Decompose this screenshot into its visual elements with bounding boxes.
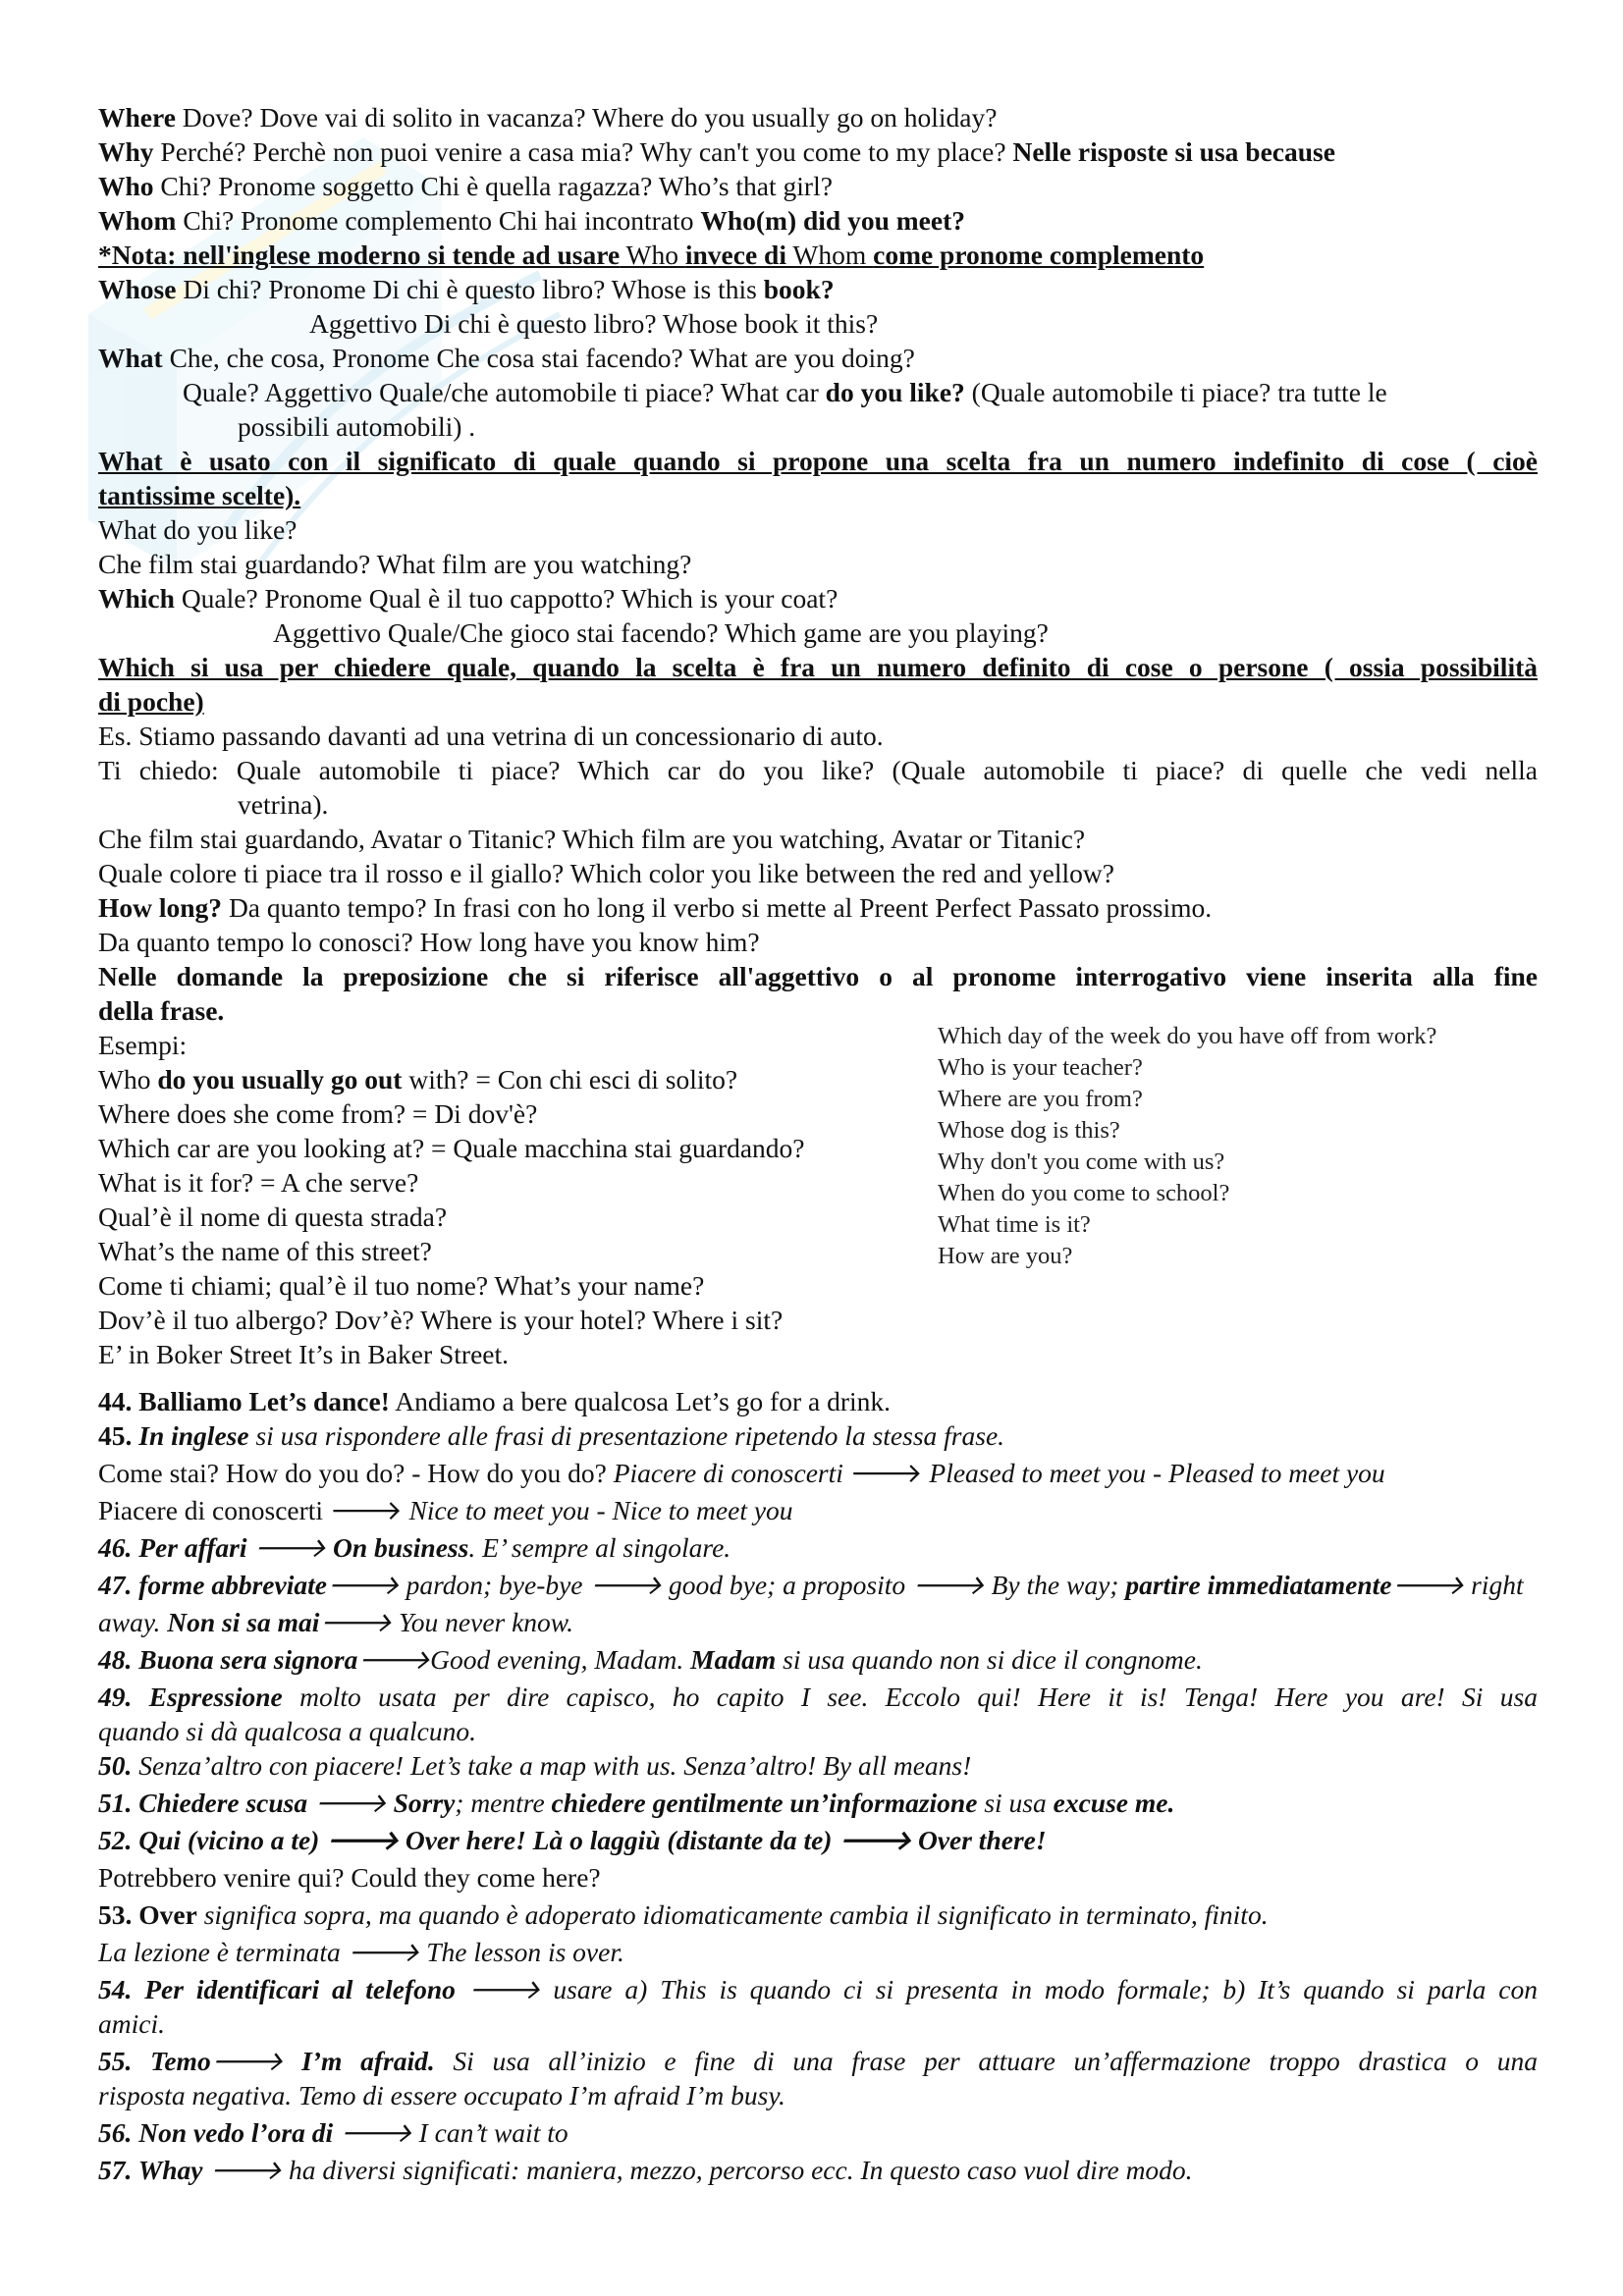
arrow-right-icon: 🡒 — [467, 1974, 541, 2004]
what-adjective-line: Quale? Aggettivo Quale/che automobile ti piace? What car do you like? (Quale automobile ti piace? tra tutte le — [183, 377, 1387, 407]
example-2: Where does she come from? = Di dov'è? — [98, 1098, 538, 1129]
item-49-cont: quando si dà qualcosa a qualcuno. — [98, 1716, 476, 1746]
examples-label: Esempi: — [98, 1030, 188, 1060]
what-rule-line1: What è usato con il significato di quale quando si propone una scelta fra un numero indefinito di cose ( cioè — [98, 446, 1538, 476]
example-3: Which car are you looking at? = Quale macchina stai guardando? — [98, 1133, 805, 1163]
which-example-colore: Quale colore ti piace tra il rosso e il giallo? Which color you like between the red and yellow? — [98, 858, 1114, 888]
item-52-example: Potrebbero venire qui? Could they come here? — [98, 1862, 601, 1893]
howlong-line: How long? Da quanto tempo? In frasi con ho long il verbo si mette al Preent Perfect Passato prossimo. — [98, 892, 1213, 923]
arrow-right-icon: 🡒 — [839, 1825, 912, 1855]
example-9: E’ in Boker Street It’s in Baker Street. — [98, 1339, 509, 1369]
item-44: 44. Balliamo Let’s dance! Andiamo a bere qualcosa Let’s go for a drink. — [98, 1386, 891, 1416]
item-52: 52. Qui (vicino a te) 🡒 Over here! Là o laggiù (distante da te) 🡒 Over there! — [98, 1825, 1047, 1855]
arrow-right-icon: 🡒 — [849, 1458, 923, 1488]
example-7: Come ti chiami; qual’è il tuo nome? What’s your name? — [98, 1270, 705, 1301]
item-54: 54. Per identificari al telefono 🡒 usare a) This is quando ci si presenta in modo formale; b) It’s quando si parla con — [98, 1974, 1538, 2004]
arrow-right-icon: 🡒 — [912, 1570, 985, 1600]
what-rule-line2: tantissime scelte). — [98, 480, 301, 510]
item-51: 51. Chiedere scusa 🡒 Sorry; mentre chiedere gentilmente un’informazione si usa excuse me. — [98, 1788, 1175, 1818]
which-rule-line2: di poche) — [98, 686, 204, 717]
which-example-ti1: Ti chiedo: Quale automobile ti piace? Which car do you like? (Quale automobile ti piace? di quelle che vedi nella — [98, 755, 1538, 785]
side-example-2: Who is your teacher? — [938, 1054, 1143, 1081]
what-line: What Che, che cosa, Pronome Che cosa stai facendo? What are you doing? — [98, 343, 915, 373]
nota-line: *Nota: nell'inglese moderno si tende ad usare Who invece di Whom come pronome complemento — [98, 240, 1205, 270]
item-45-how-do-you-do: Come stai? How do you do? - How do you do? Piacere di conoscerti 🡒 Pleased to meet you - Pleased to meet you — [98, 1458, 1385, 1488]
side-example-6: When do you come to school? — [938, 1180, 1230, 1206]
item-46: 46. Per affari 🡒 On business. E’ sempre al singolare. — [98, 1532, 731, 1563]
what-example-1: What do you like? — [98, 514, 298, 545]
side-example-8: How are you? — [938, 1243, 1073, 1269]
arrow-right-icon: 🡒 — [326, 1825, 399, 1855]
arrow-right-icon: 🡒 — [357, 1644, 431, 1675]
item-53-example: La lezione è terminata 🡒 The lesson is over. — [98, 1937, 624, 1967]
what-adjective-cont: possibili automobili) . — [238, 411, 476, 442]
arrow-right-icon: 🡒 — [209, 2155, 283, 2185]
which-example-es: Es. Stiamo passando davanti ad una vetrina di un concessionario di auto. — [98, 721, 884, 751]
arrow-right-icon: 🡒 — [210, 2046, 284, 2076]
which-rule-line1: Which si usa per chiedere quale, quando la scelta è fra un numero definito di cose o persone ( ossia possibilità — [98, 652, 1538, 682]
item-45: 45. In inglese si usa rispondere alle frasi di presentazione ripetendo la stessa frase. — [98, 1420, 1005, 1451]
arrow-right-icon: 🡒 — [347, 1937, 420, 1967]
example-8: Dov’è il tuo albergo? Dov’è? Where is your hotel? Where i sit? — [98, 1305, 784, 1335]
item-56: 56. Non vedo l’ora di 🡒 I can’t wait to — [98, 2117, 568, 2148]
item-50: 50. Senza’altro con piacere! Let’s take a map with us. Senza’altro! By all means! — [98, 1750, 972, 1781]
whom-line: Whom Chi? Pronome complemento Chi hai incontrato Who(m) did you meet? — [98, 205, 965, 236]
arrow-right-icon: 🡒 — [339, 2117, 412, 2148]
item-55-cont: risposta negativa. Temo di essere occupato I’m afraid I’m busy. — [98, 2080, 785, 2110]
arrow-right-icon: 🡒 — [326, 1570, 400, 1600]
side-example-7: What time is it? — [938, 1211, 1091, 1238]
whose-adjective-line: Aggettivo Di chi è questo libro? Whose book it this? — [309, 308, 879, 339]
side-example-3: Where are you from? — [938, 1086, 1143, 1112]
example-6: What’s the name of this street? — [98, 1236, 432, 1266]
arrow-right-icon: 🡒 — [314, 1788, 387, 1818]
example-5: Qual’è il nome di questa strada? — [98, 1201, 448, 1232]
which-adjective-line: Aggettivo Quale/Che gioco stai facendo? Which game are you playing? — [273, 617, 1049, 648]
item-48: 48. Buona sera signora🡒Good evening, Madam. Madam si usa quando non si dice il congnome. — [98, 1644, 1203, 1675]
preposition-rule-line1: Nelle domande la preposizione che si riferisce all'aggettivo o al pronome interrogativo viene inserita alla fine — [98, 961, 1538, 991]
which-line: Which Quale? Pronome Qual è il tuo cappotto? Which is your coat? — [98, 583, 839, 614]
item-47: 47. forme abbreviate🡒 pardon; bye-bye 🡒 good bye; a proposito 🡒 By the way; partire immediatamente🡒 right — [98, 1570, 1524, 1600]
what-example-2: Che film stai guardando? What film are you watching? — [98, 549, 692, 579]
arrow-right-icon: 🡒 — [253, 1532, 327, 1563]
item-45-nice-to-meet: Piacere di conoscerti 🡒 Nice to meet you - Nice to meet you — [98, 1495, 793, 1525]
arrow-right-icon: 🡒 — [1391, 1570, 1465, 1600]
item-54-cont: amici. — [98, 2008, 165, 2039]
whose-line: Whose Di chi? Pronome Di chi è questo libro? Whose is this book? — [98, 274, 835, 304]
which-example-ti2: vetrina). — [238, 789, 329, 820]
item-47-cont: away. Non si sa mai🡒 You never know. — [98, 1607, 573, 1637]
arrow-right-icon: 🡒 — [329, 1495, 403, 1525]
howlong-example: Da quanto tempo lo conosci? How long have you know him? — [98, 927, 760, 957]
item-55: 55. Temo🡒 I’m afraid. Si usa all’inizio e fine di una frase per attuare un’affermazione troppo drastica o una — [98, 2046, 1539, 2076]
who-line: Who Chi? Pronome soggetto Chi è quella ragazza? Who’s that girl? — [98, 171, 833, 201]
example-4: What is it for? = A che serve? — [98, 1167, 419, 1198]
side-example-5: Why don't you come with us? — [938, 1148, 1225, 1175]
which-example-film: Che film stai guardando, Avatar o Titanic? Which film are you watching, Avatar or Titanic? — [98, 824, 1086, 854]
arrow-right-icon: 🡒 — [319, 1607, 393, 1637]
side-example-4: Whose dog is this? — [938, 1117, 1120, 1144]
arrow-right-icon: 🡒 — [589, 1570, 663, 1600]
item-49: 49. Espressione molto usata per dire capisco, ho capito I see. Eccolo qui! Here it is! Tenga! Here you are! Si usa — [98, 1682, 1538, 1712]
side-example-1: Which day of the week do you have off from work? — [938, 1023, 1437, 1049]
item-57: 57. Whay 🡒 ha diversi significati: maniera, mezzo, percorso ecc. In questo caso vuol dire modo. — [98, 2155, 1193, 2185]
where-line: Where Dove? Dove vai di solito in vacanza? Where do you usually go on holiday? — [98, 102, 998, 133]
preposition-rule-line2: della frase. — [98, 995, 225, 1026]
why-line: Why Perché? Perchè non puoi venire a casa mia? Why can't you come to my place? Nelle risposte si usa because — [98, 136, 1335, 167]
example-1: Who do you usually go out with? = Con chi esci di solito? — [98, 1064, 738, 1095]
item-53: 53. Over significa sopra, ma quando è adoperato idiomaticamente cambia il significato in terminato, finito. — [98, 1899, 1269, 1930]
